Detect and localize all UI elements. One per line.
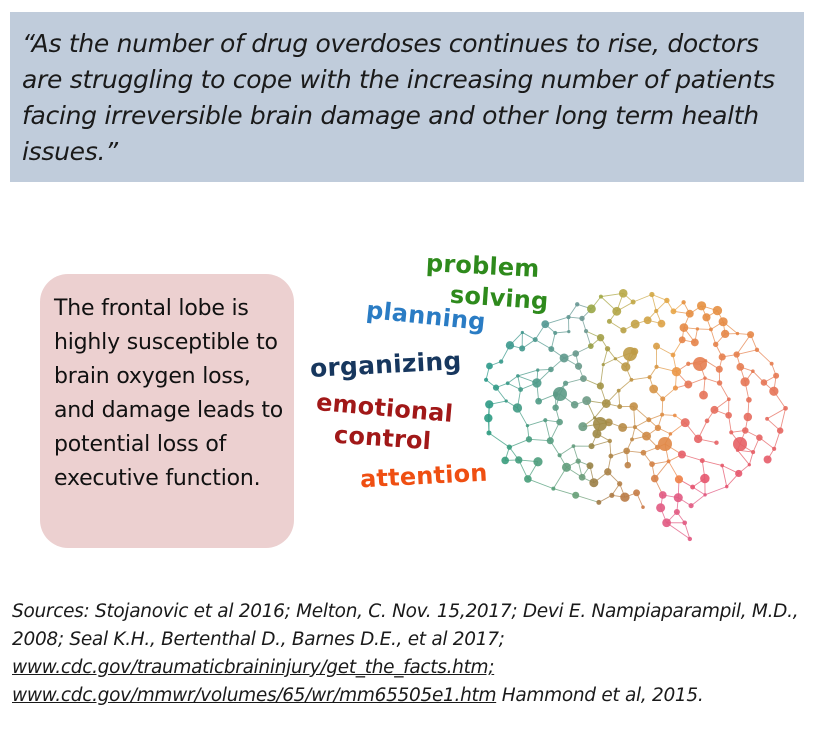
keyword-organizing-text: organizing — [309, 346, 463, 383]
quote-box — [10, 12, 804, 182]
keyword-emotional-text: emotional — [315, 388, 455, 428]
keyword-problem-text: problem — [425, 249, 541, 283]
brain-network-nodes — [484, 289, 788, 541]
brain-graphic — [300, 244, 812, 564]
sources-citation — [12, 598, 812, 710]
brain-network-links — [486, 293, 785, 539]
frontal-lobe-info-box — [40, 274, 294, 548]
cdc-mmwr-link[interactable]: www.cdc.gov/mmwr/volumes/65/wr/mm65505e1.htm — [12, 685, 497, 706]
keyword-planning-text: planning — [364, 295, 488, 337]
frontal-lobe-info-text: The frontal lobe is highly susceptible to brain oxygen loss, and damage leads to potential loss of executive function. — [54, 296, 284, 491]
keyword-attention-text: attention — [359, 458, 489, 494]
keyword-problem — [425, 249, 540, 283]
keyword-control-text: control — [333, 420, 433, 456]
quote-text: “As the number of drug overdoses continues to rise, doctors are struggling to cope with the increasing number of patients facing irreversible brain damage and other long term health issues.” — [22, 29, 775, 166]
keyword-solving-text: solving — [449, 280, 550, 316]
sources-suffix: Hammond et al, 2015. — [496, 685, 704, 706]
cdc-tbi-link[interactable]: www.cdc.gov/traumaticbraininjury/get_the_facts.htm; — [12, 657, 495, 678]
sources-text: Sources: Stojanovic et al 2016; Melton, C. Nov. 15,2017; Devi E. Nampiaparampil, M.D., 2008; Seal K.H., Bertenthal D., Barnes D.E., et al 2017; — [12, 601, 799, 650]
